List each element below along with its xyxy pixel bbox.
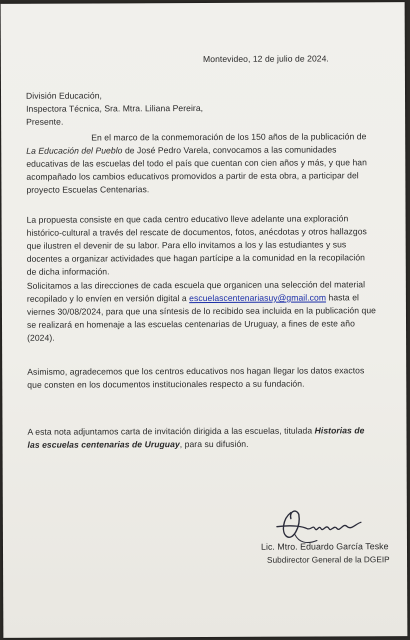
paragraph-line: viernes 30/08/2024, para que una síntesis de lo recibido sea incluida en la publicación que xyxy=(26,305,376,317)
recipient-division: División Educación, xyxy=(25,90,102,101)
paragraph-line: acompañado los cambios educativos promovidos a partir de esta obra, a participar del xyxy=(26,170,359,182)
place-date: Montevideo, 12 de julio de 2024. xyxy=(203,53,329,65)
paragraph-line-end: hasta el xyxy=(328,292,360,303)
signatory-title: Subdirector General de la DGEIP xyxy=(267,555,390,565)
recipient-inspector: Inspectora Técnica, Sra. Mtra. Liliana Pereira, xyxy=(26,103,204,114)
paragraph-line-start: recopilado y lo envíen en versión digital a xyxy=(26,293,187,304)
paragraph-line: que ilustren el devenir de su labor. Para ello invitamos a los y las estudiantes y sus xyxy=(26,239,347,251)
recipient-presente: Presente. xyxy=(26,116,64,127)
paragraph-line: que consten en los documentos institucionales respecto a su fundación. xyxy=(27,378,305,390)
paragraph-founding-data xyxy=(27,364,376,392)
paragraph-attachment xyxy=(27,424,376,452)
paragraph-line-rest: de José Pedro Varela, convocamos a las comunidades xyxy=(124,144,337,156)
paragraph-line-start: A esta nota adjuntamos carta de invitación dirigida a las escuelas, titulada xyxy=(27,425,313,437)
paragraph-line: Asimismo, agradecemos que los centros educativos nos hagan llegar los datos exactos xyxy=(27,365,365,377)
paragraph-line: educativas de las escuelas del todo el país que cuentan con cien años y más, y que han xyxy=(26,157,367,169)
paragraph-line: de dicha información. xyxy=(26,266,110,277)
signatory-name: Lic. Mtro. Eduardo García Teske xyxy=(260,541,389,552)
paragraph-line: En el marco de la conmemoración de los 150 años de la publicación de xyxy=(91,131,367,143)
letter-page xyxy=(1,2,408,638)
paragraph-line: proyecto Escuelas Centenarias. xyxy=(26,184,150,195)
publication-title: Historias de xyxy=(314,425,365,436)
paragraph-line xyxy=(27,424,376,439)
paragraph-line xyxy=(28,437,377,452)
book-title: La Educación del Pueblo xyxy=(26,145,123,156)
publication-title: las escuelas centenarias de Uruguay xyxy=(27,439,180,450)
paragraph-line: docentes a organizar actividades que hagan partícipe a la comunidad en la recopilación xyxy=(26,252,365,264)
paragraph-line: histórico-cultural a través del rescate de documentos, fotos, anécdotas y otros hallazgos xyxy=(26,226,367,238)
paragraph-line: La propuesta consiste en que cada centro educativo lleve adelante una exploración xyxy=(26,213,349,225)
paragraph-line: (2024). xyxy=(27,332,55,343)
paragraph-line-end: , para su difusión. xyxy=(179,438,249,450)
paragraph-intro xyxy=(26,130,375,197)
paragraph-line: se realizará en homenaje a las escuelas centenarias de Uruguay, a fines de este año xyxy=(26,318,355,330)
email-link[interactable]: escuelascentenariasuy@gmail.com xyxy=(189,292,327,304)
paragraph-request xyxy=(27,278,376,345)
paragraph-line: Solicitamos a las direcciones de cada escuela que organicen una selección del material xyxy=(26,279,366,291)
paragraph-proposal xyxy=(27,212,376,279)
